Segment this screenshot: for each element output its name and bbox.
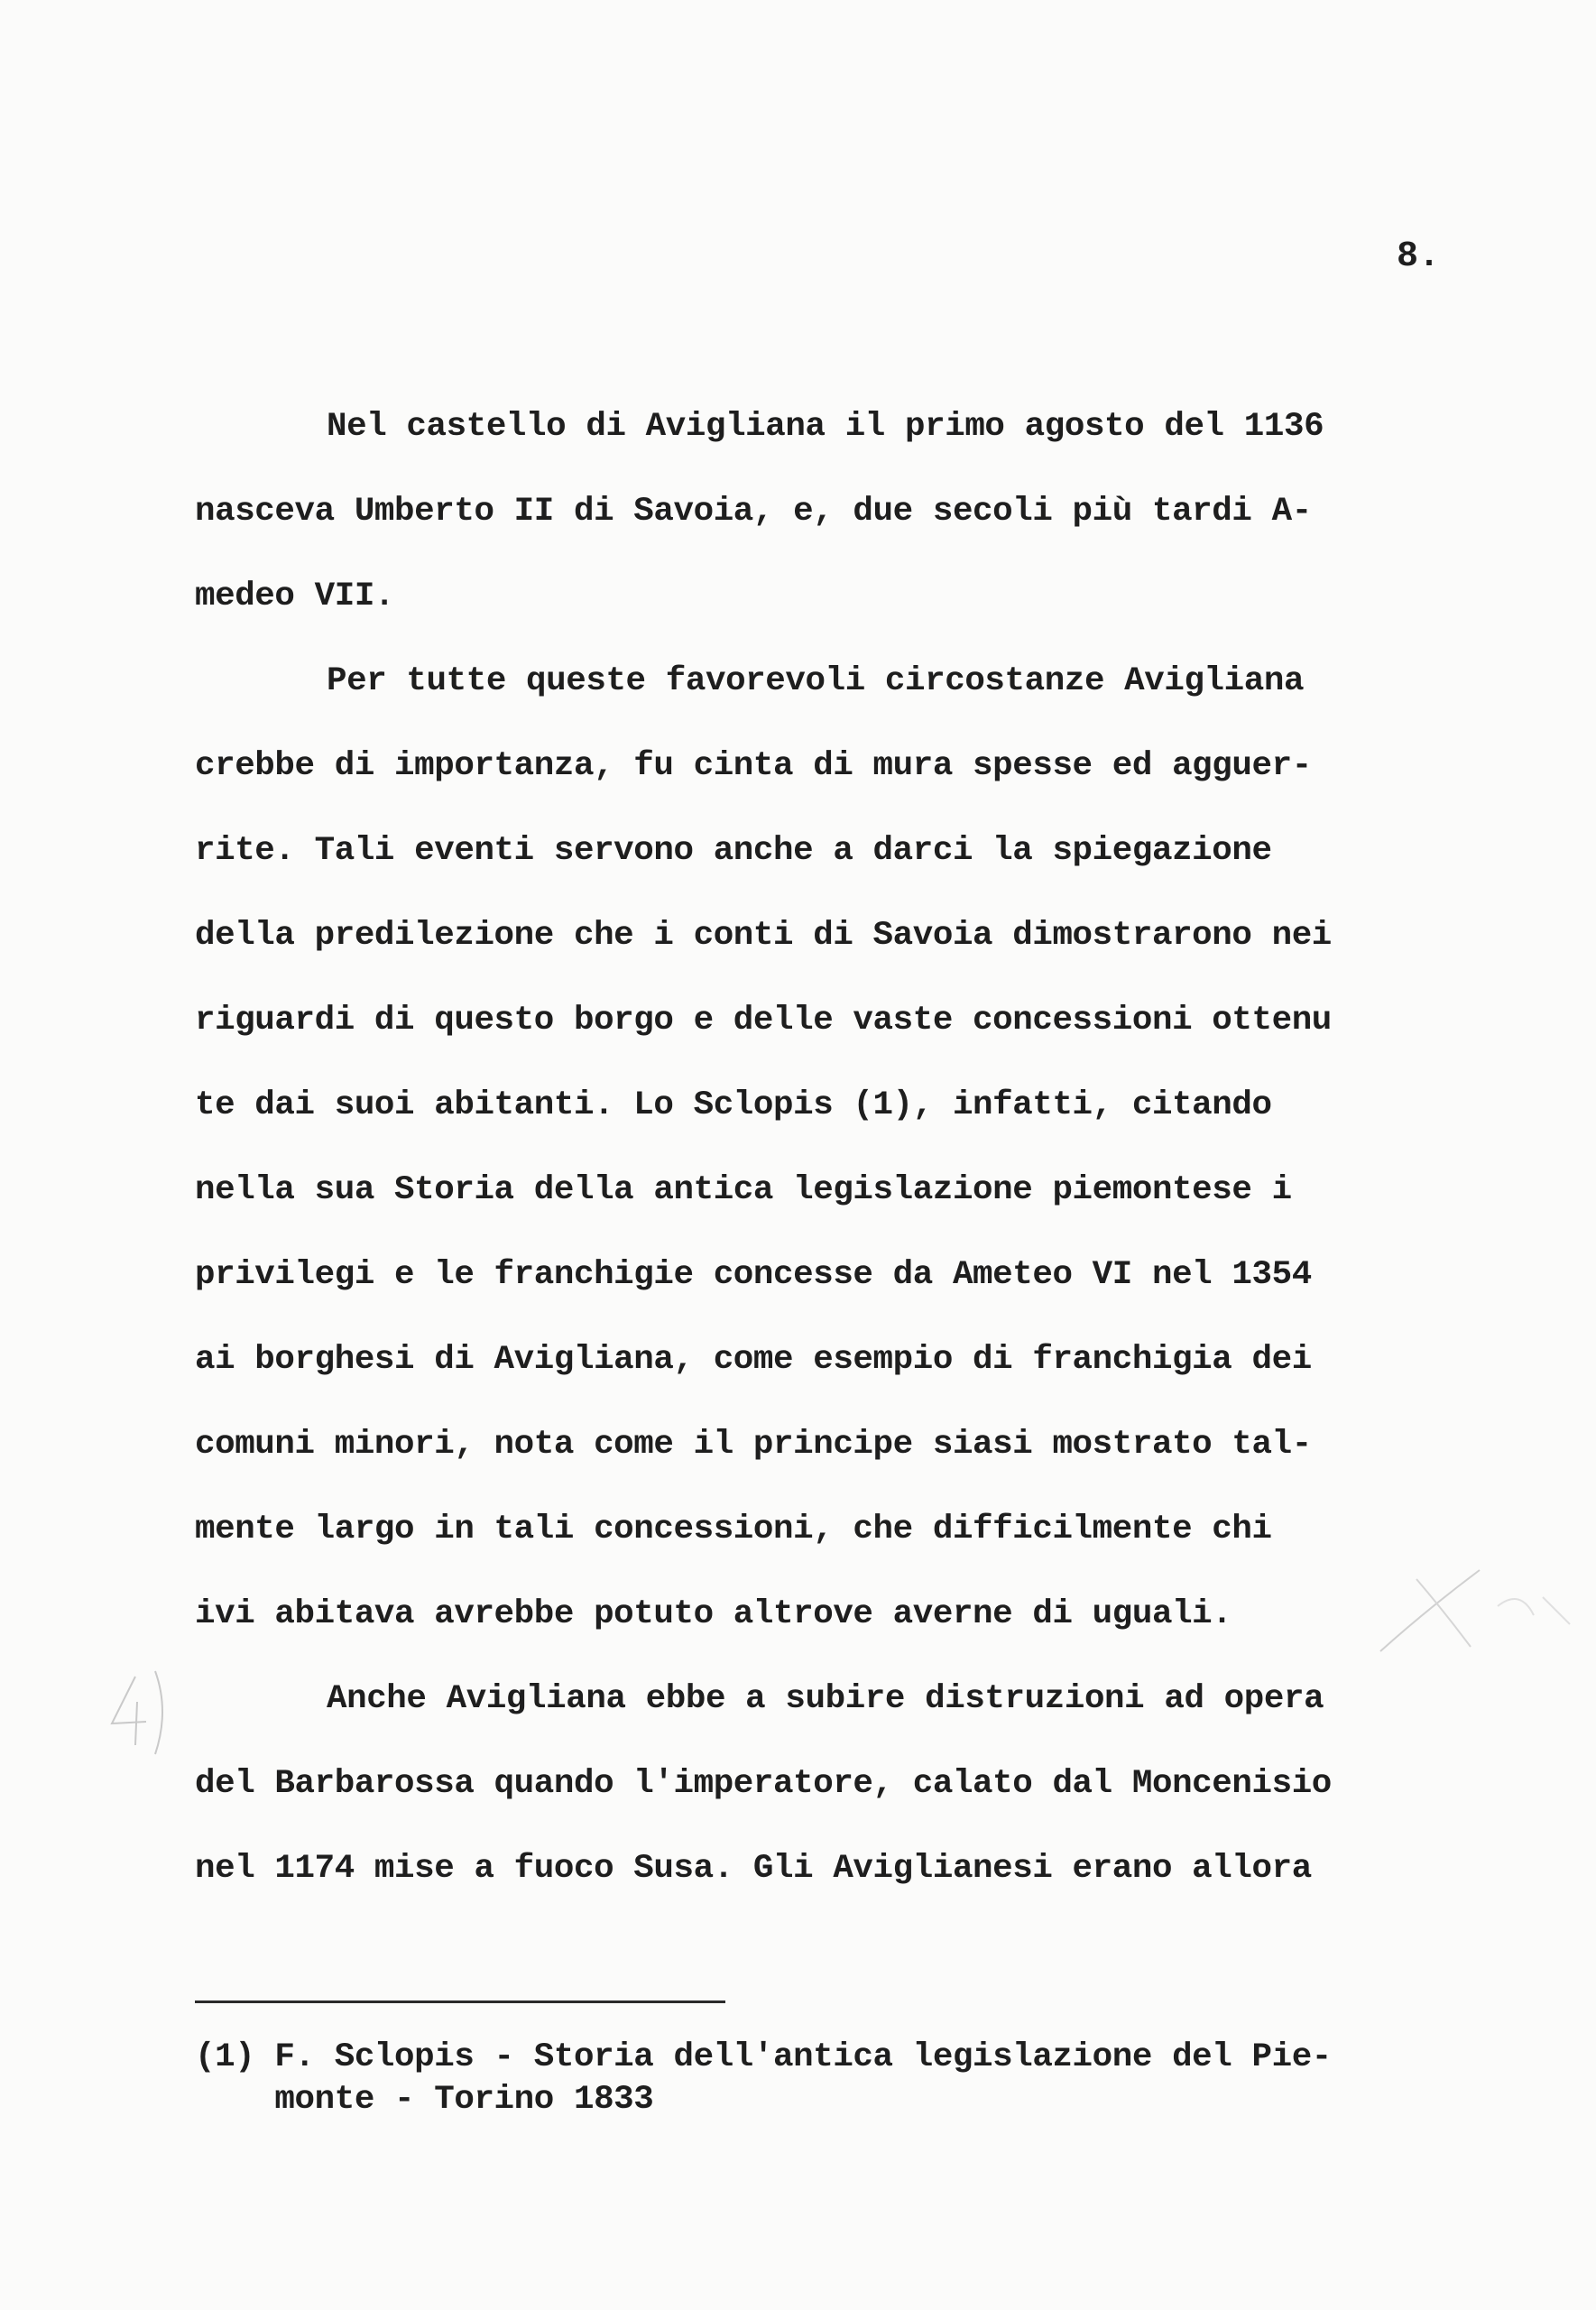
text-line: ai borghesi di Avigliana, come esempio di franchigia dei	[195, 1341, 1312, 1379]
text-line: comuni minori, nota come il principe siasi mostrato tal-	[195, 1426, 1312, 1464]
handwritten-margin-note	[99, 1668, 171, 1758]
pencil-x-icon	[1362, 1561, 1596, 1660]
text-line: nel 1174 mise a fuoco Susa. Gli Aviglianesi erano allora	[195, 1850, 1312, 1888]
handwritten-4-icon	[99, 1668, 171, 1758]
text-line: mente largo in tali concessioni, che difficilmente chi	[195, 1511, 1272, 1548]
footnote-line: (1) F. Sclopis - Storia dell'antica legislazione del Pie-	[195, 2038, 1332, 2076]
text-line: Nel castello di Avigliana il primo agosto del 1136	[327, 408, 1324, 446]
footnote-line: monte - Torino 1833	[195, 2081, 654, 2119]
text-line: rite. Tali eventi servono anche a darci la spiegazione	[195, 832, 1272, 870]
text-line: nasceva Umberto II di Savoia, e, due secoli più tardi A-	[195, 493, 1312, 531]
footnote-divider	[195, 2000, 725, 2003]
text-line: te dai suoi abitanti. Lo Sclopis (1), infatti, citando	[195, 1086, 1272, 1124]
text-line: Anche Avigliana ebbe a subire distruzioni ad opera	[327, 1680, 1324, 1718]
text-line: nella sua Storia della antica legislazione piemontese i	[195, 1171, 1292, 1209]
text-line: ivi abitava avrebbe potuto altrove averne di uguali.	[195, 1595, 1232, 1633]
page-number: 8.	[1397, 236, 1441, 277]
text-line: privilegi e le franchigie concesse da Ameteo VI nel 1354	[195, 1256, 1312, 1294]
text-line: della predilezione che i conti di Savoia dimostrarono nei	[195, 917, 1332, 955]
text-line: Per tutte queste favorevoli circostanze Avigliana	[327, 662, 1305, 700]
text-line: del Barbarossa quando l'imperatore, calato dal Moncenisio	[195, 1765, 1332, 1803]
text-line: crebbe di importanza, fu cinta di mura spesse ed agguer-	[195, 747, 1312, 785]
text-line: riguardi di questo borgo e delle vaste concessioni ottenu	[195, 1002, 1332, 1040]
pencil-cross-mark	[1362, 1561, 1596, 1660]
text-line: medeo VII.	[195, 578, 395, 615]
